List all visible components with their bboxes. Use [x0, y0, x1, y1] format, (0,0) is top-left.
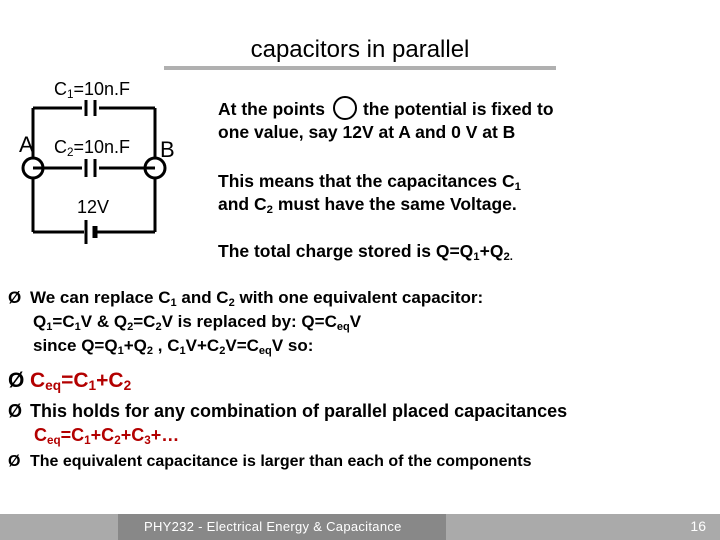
bullet-any-combination: Ø This holds for any combination of parallel placed capacitances $C_{eq}=C_1+C_2+C_3+\dots$: [8, 401, 568, 447]
bullet-arrow-icon: Ø: [8, 401, 23, 421]
bullet-arrow-icon: Ø: [8, 453, 21, 470]
c1-label: $C_1=10n.F$: [54, 79, 131, 101]
bullet-equivalent-capacitor: Ø We can replace $C_1$ and $C_2$ with one equivalent capacitor: $Q_1=C_1V$ & $Q_2=C_2V$ is replaced by: $Q=C_{eq}V$ since $Q=Q_1+Q_2$ , $C_1V+C_2V=C_{eq}V$ so:: [8, 288, 484, 357]
slide-title: capacitors in parallel: [250, 36, 470, 63]
bullet-arrow-icon: Ø: [8, 369, 25, 392]
battery-label: 12V: [77, 197, 110, 217]
slide-number: 16: [690, 518, 706, 534]
node-a-label: A: [19, 132, 34, 157]
c2-label: $C_2=10n.F$: [54, 137, 131, 159]
bullet-ceq-formula: Ø $C_{eq}=C_1+C_2$: [8, 369, 132, 393]
paragraph-total-charge: The total charge stored is $Q=Q_1+Q_{2.}$: [218, 241, 513, 263]
footer-course-title: PHY232 - Electrical Energy & Capacitance: [144, 519, 402, 534]
bullet-larger-capacitance: Ø The equivalent capacitance is larger than each of the components: [8, 451, 718, 473]
title-underline: [164, 66, 556, 70]
paragraph-same-voltage: This means that the capacitances $C_1$ and $C_2$ must have the same Voltage.: [218, 171, 521, 216]
paragraph-fixed-potential: At the points the potential is fixed to one value, say 12V at A and 0 V at B: [218, 96, 618, 144]
circuit-diagram: [0, 80, 200, 250]
bullet-arrow-icon: Ø: [8, 288, 22, 307]
node-b-label: B: [160, 137, 175, 162]
node-circle-icon: [333, 96, 357, 120]
